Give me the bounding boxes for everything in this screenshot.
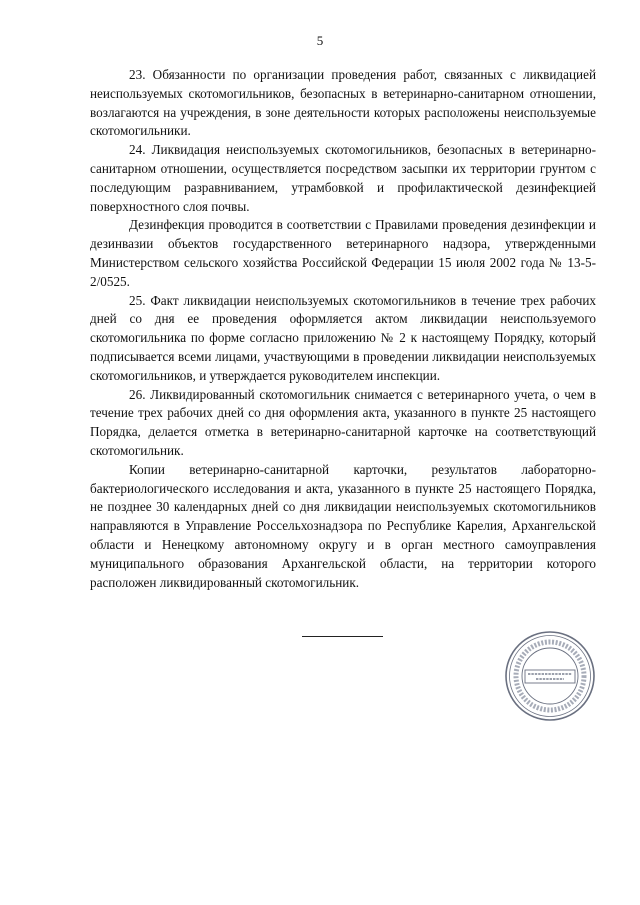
official-stamp [504, 630, 596, 722]
paragraph-disinfection: Дезинфекция проводится в соответствии с Правилами проведения дезинфекции и дезинвазии объектов государственного ветеринарного надзора, утвержденными Министерством сельского хозяйства Российской Федерации 15 июля 2002 года № 13-5-2/0525. [90, 217, 596, 289]
paragraph-26: 26. Ликвидированный скотомогильник снимается с ветеринарного учета, о чем в течение трех рабочих дней со дня оформления акта, указанного в пункте 25 настоящего Порядка, делается отметка в ветеринарно-санитарной карточке на соответствующий скотомогильник. [90, 386, 596, 458]
document-body [90, 66, 596, 592]
page-number: 5 [316, 33, 324, 48]
end-separator-line [302, 636, 383, 637]
paragraph-25: 25. Факт ликвидации неиспользуемых скотомогильников в течение трех рабочих дней со дня ее проведения оформляется актом ликвидации неиспользуемого скотомогильника по форме согласно приложению № 2 к настоящему Порядку, который подписывается всеми лицами, участвующими в проведении ликвидации неиспользуемых скотомогильников, и утверждается руководителем инспекции. [90, 292, 596, 383]
stamp-seal-icon [504, 630, 596, 722]
paragraph-24: 24. Ликвидация неиспользуемых скотомогильников, безопасных в ветеринарно-санитарном отношении, осуществляется посредством засыпки их территории грунтом с последующим разравниванием, утрамбовкой и профилактической дезинфекцией поверхностного слоя почвы. [90, 142, 596, 214]
paragraph-23: 23. Обязанности по организации проведения работ, связанных с ликвидацией неиспользуемых скотомогильников, безопасных в ветеринарно-санитарном отношении, возлагаются на учреждения, в зоне деятельности которых расположены неиспользуемые скотомогильники. [90, 67, 596, 139]
paragraph-copies: Копии ветеринарно-санитарной карточки, результатов лабораторно-бактериологического исследования и акта, указанного в пункте 25 настоящего Порядка, не позднее 30 календарных дней со дня ликвидации неиспользуемых скотомогильников направляются в Управление Россельхознадзора по Республике Карелия, Архангельской области и Ненецкому автономному округу и в орган местного самоуправления муниципального образования Архангельской области, на территории которого расположен ликвидированный скотомогильник. [90, 461, 596, 590]
